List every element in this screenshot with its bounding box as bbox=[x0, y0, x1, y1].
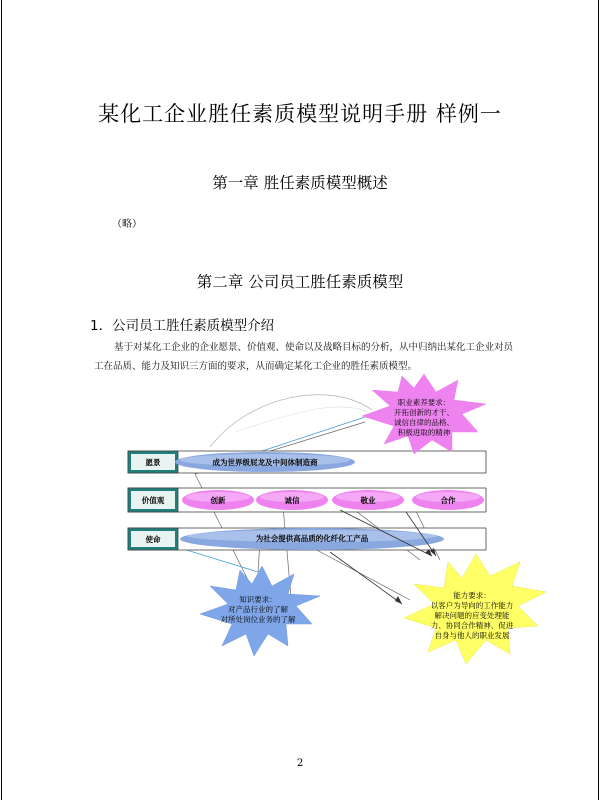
row-label-values: 价值观 bbox=[141, 496, 165, 505]
arrowhead bbox=[395, 596, 402, 604]
row-label-vision: 愿景 bbox=[145, 458, 161, 467]
knowledge-line-1: 知识要求： bbox=[239, 595, 277, 604]
ability-line-4: 力、协同合作精神、促进 bbox=[430, 621, 514, 630]
value-integrity: 诚信 bbox=[284, 496, 300, 505]
section1-heading: 1．公司员工胜任素质模型介绍 bbox=[90, 318, 275, 334]
connector-arc bbox=[210, 395, 372, 447]
knowledge-line-2: 对产品行业的了解 bbox=[228, 605, 288, 614]
value-cooperation: 合作 bbox=[440, 496, 456, 505]
vision-text: 成为世界级屁龙及中间体制造商 bbox=[212, 458, 318, 467]
ability-line-1: 能力要求： bbox=[453, 591, 491, 600]
knowledge-line-3: 对所处岗位业务的了解 bbox=[220, 615, 296, 624]
arrow-line bbox=[330, 552, 402, 604]
ability-line-5: 自身与他人的职业发展 bbox=[434, 631, 510, 640]
value-dedication: 敬业 bbox=[360, 496, 376, 505]
ability-line-3: 解决问题的应变处理能 bbox=[434, 611, 510, 620]
chapter2-heading: 第二章 公司员工胜任素质模型 bbox=[196, 273, 404, 291]
value-innovation: 创新 bbox=[210, 496, 226, 505]
document-title: 某化工企业胜任素质模型说明手册 样例一 bbox=[98, 102, 502, 126]
quality-line-4: 积极进取的精神 bbox=[397, 428, 451, 437]
chapter1-body: （略） bbox=[112, 219, 142, 230]
diagram-connectors bbox=[195, 422, 440, 608]
row-label-mission: 使命 bbox=[145, 535, 161, 544]
quality-line-1: 职业素养要求： bbox=[397, 398, 451, 407]
chapter1-heading: 第一章 胜任素质模型概述 bbox=[212, 174, 388, 192]
quality-line-3: 诚信自律的品格、 bbox=[394, 418, 454, 427]
mission-text: 为社会提供高品质的化纤化工产品 bbox=[255, 534, 369, 543]
page-number: 2 bbox=[296, 758, 304, 769]
quality-line-2: 开拓创新的才干、 bbox=[394, 408, 454, 417]
section1-paragraph: 基于对某化工企业的企业愿景、价值观、使命以及战略目标的分析，从中归纳出某化工企业对员工在品质、能力及知识三方面的要求，从而确定某化工企业的胜任素质模型。 bbox=[94, 342, 514, 372]
connector-line bbox=[180, 548, 258, 572]
ability-line-2: 以客户为导向的工作能力 bbox=[430, 601, 514, 610]
